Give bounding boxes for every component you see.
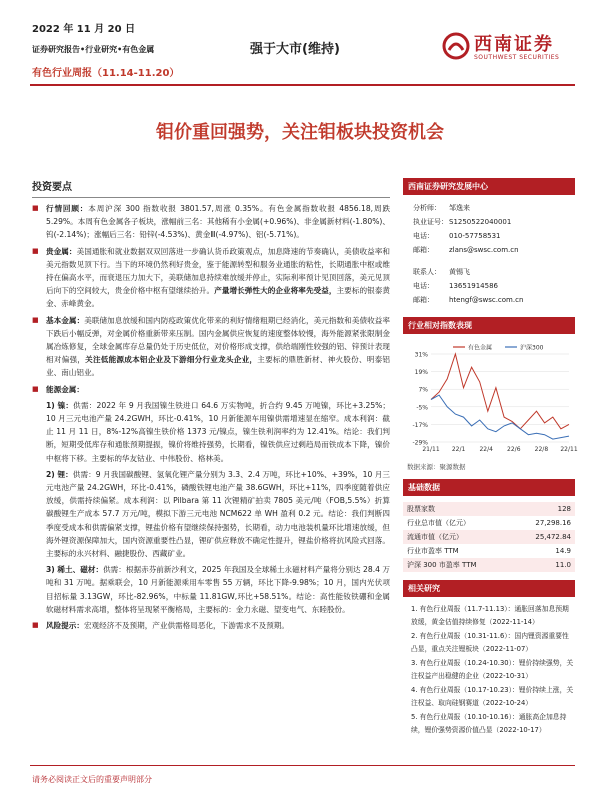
footer-divider (30, 765, 575, 766)
tel-label: 电话： (413, 232, 434, 240)
report-title: 钼价重回强势，关注钼板块投资机会 (156, 122, 444, 143)
industry-rating: 强于大市(维持) (250, 42, 340, 57)
market-text: 本周沪深 300 指数收报 3801.57,周涨 0.35%。有色金属指数收报 4856.18,周跌 5.29%。本周有色金属各子板块，涨幅前三名：其他稀有小金属(+0.96%)、非金属新材料(-1.80%)、钨(-2.14%)；涨幅后三名：铅锌(-4.53%)、黄金Ⅲ(-4.97%)、铝(-5.71%)。 (46, 204, 390, 240)
header-divider (30, 84, 575, 86)
row-label: 沪深 300 市盈率 TTM (403, 558, 513, 572)
legend-label: 沪深300 (520, 344, 544, 352)
row-value: 27,298.16 (535, 519, 571, 527)
analyst-info (403, 201, 575, 307)
energy-label: 能源金属： (46, 384, 84, 394)
analyst-cert: S1250522040001 (449, 218, 512, 226)
table-row (403, 516, 575, 530)
base-label: 基本金属： (46, 315, 85, 325)
risk-section (32, 619, 390, 632)
x-tick-label: 22/4 (479, 446, 493, 453)
base-text: 美联储加息放缓和国内防疫政策优化带来的利好情绪粗期已经消化，美元指数和美债收益率下跌后小幅反弹，对金属价格重新带来压制。国内金属供应恢复的速度整体较慢，海外能源紧张限制金属冶炼修复，全球金属库存总量仍处于历史低位，对价格形成支撑，供给端刚性较强的铝、锌预计表现相对偏强， (46, 315, 391, 365)
energy-nickel (32, 399, 390, 465)
analyst-role: 分析师： (413, 204, 441, 212)
series-line (431, 354, 569, 429)
gold-section (32, 245, 390, 311)
gold-tail: 主要标的银泰黄金、赤峰黄金。 (46, 286, 390, 309)
x-tick-label: 22/11 (560, 446, 578, 453)
related-heading: 相关研究 (403, 580, 575, 597)
rare-earth-text: 供需：根据赤芬前新沙利文，2025 年我国及全球稀土永磁材料产量将分别达 28.4 万吨和 31 万吨。据乘联会，10 月新能源乘用车零售 55 万辆，环比下降-9.98%；10 月，国内光伏项目招标量 3.13GW，环比-82.96%，中标量 11.81GW,环比+58.51%。结论：高性能钕铁硼和金属软磁材料需求高增，整体将呈现紧平衡格局，主要标的：金力永磁、望变电气、东睦股份。 (46, 565, 390, 614)
chart-heading: 行业相对指数表现 (403, 317, 575, 334)
table-row (403, 544, 575, 558)
contact-role: 联系人： (413, 268, 441, 276)
analyst-mail[interactable]: zlans@swsc.com.cn (449, 246, 519, 254)
relative-index-chart (403, 340, 578, 460)
contact-mail[interactable]: htengf@swsc.com.cn (449, 296, 524, 304)
logo-en: SOUTHWEST SECURITIES (474, 54, 560, 61)
energy-section (32, 383, 390, 396)
report-date: 2022 年 11 月 20 日 (32, 24, 136, 35)
gold-text: 美国通胀和就业数据双双回落进一步确认货币政策观点，加息降速的节奏确认，美债收益率和美元指数见顶下行。当下的环境仍然利好贵金，鉴于能源转型和服务业通胀的粘性，长期通胀中枢或维持在偏高水平，而衰退压力加大下，美联储加息持续难放缓并停止，实际利率预计见顶回落，美元见顶后向下的空间较大，贵金价格中枢有望继续抬升。 (46, 246, 391, 296)
y-tick-label: 31% (414, 351, 428, 359)
base-tail: 主要标的鼎胜新材、神火股份、明泰铝业、南山铝业。 (46, 355, 391, 378)
report-type: 证券研究报告•行业研究•有色金属 (32, 45, 155, 54)
footer-disclaimer: 请务必阅读正文后的重要声明部分 (32, 775, 152, 784)
contact-name: 黄锡飞 (449, 268, 470, 276)
contact-tel-label: 电话： (413, 282, 434, 290)
table-row (403, 558, 575, 572)
legend-label: 有色金属 (468, 344, 493, 352)
summary-divider (32, 197, 390, 198)
team-heading: 西南证券研究发展中心 (403, 178, 575, 195)
cert-label: 执业证号： (413, 218, 448, 226)
row-label: 流通市值（亿元） (403, 530, 513, 544)
basic-data-table (403, 502, 575, 572)
contact-mail-label: 邮箱： (413, 296, 434, 304)
logo-mark-icon (442, 32, 470, 60)
report-period: 有色行业周报（11.14-11.20） (32, 68, 180, 79)
mail-label: 邮箱： (413, 246, 434, 254)
row-value: 25,472.84 (513, 530, 575, 544)
risk-label: 风险提示： (46, 621, 84, 631)
contact-tel: 13651914586 (449, 282, 498, 290)
energy-lithium (32, 468, 390, 560)
related-item[interactable]: 5. 有色行业周报（10.10-10.16）：通胀高企加息持续，锂价强势资源价值凸显（2022-10-17） (411, 713, 567, 734)
base-metal-section (32, 314, 390, 380)
gold-bold: 产量增长弹性大的企业将率先受益， (214, 286, 337, 296)
table-row (403, 502, 575, 516)
risk-text: 宏观经济不及预期，产业供需格局恶化，下游需求不及预期。 (83, 621, 289, 631)
related-item[interactable]: 2. 有色行业周报（10.31-11.6）：国内锂资源重要性凸显，重点关注锂板块（2022-11-07） (411, 632, 569, 653)
lithium-text: 供需：9 月我国碳酸锂、氢氧化锂产量分别为 3.3、2.4 万吨，环比+10%、+39%，10 月三元电池产量 24.2GWH，环比-0.41%，磷酸铁锂电池产量 38.6GWH，环比+11%，四季度随着供应放缓，供需持续偏紧。成本利润：以 Pilbara 第 11 次锂精矿拍卖 7805 美元/吨（FOB,5.5%）折算碳酸锂生产成本 57.7 万元/吨，模拟下游三元电池 NCM622 单 WH 盈利 0.2 元。结论：我们判断四季度受成本和供需偏紧支撑，锂盐价格有望继续保持强势，长期看，动力电池装机量环比增速放缓，但海外锂资源保障加大，国内资源重要性凸显，锂矿供应释放不确定性提升，锂盐价格将抗风险式回落。主要标的永兴材料、融捷股份、西藏矿业。 (46, 469, 390, 559)
energy-rare-earth (32, 563, 390, 616)
x-tick-label: 22/6 (507, 446, 521, 453)
related-item[interactable]: 4. 有色行业周报（10.17-10.23）：锂价持续上涨，关注权益、取向硅钢赛道（2022-10-24） (411, 686, 574, 707)
analyst-name: 邹逸来 (449, 204, 470, 212)
y-tick-label: 19% (414, 369, 428, 377)
analyst-tel: 010-57758531 (449, 232, 501, 240)
summary-heading: 投资要点 (32, 182, 72, 193)
x-tick-label: 22/8 (534, 446, 549, 453)
row-label: 股票家数 (403, 502, 513, 516)
market-review (32, 202, 390, 242)
summary-column (32, 178, 390, 635)
row-label: 行业总市值（亿元） (407, 519, 470, 527)
related-item[interactable]: 3. 有色行业周报（10.24-10.30）：锂价持续强势，关注权益产出稳健的企业（2022-10-31） (411, 659, 574, 680)
chart-svg (403, 340, 578, 460)
row-value: 128 (513, 502, 575, 516)
x-tick-label: 22/1 (451, 446, 466, 453)
related-item[interactable]: 1. 有色行业周报（11.7-11.13）：通胀回落加息预期放缓，黄金估值持续修复（2022-11-14） (411, 605, 569, 626)
row-value: 14.9 (555, 547, 571, 555)
gold-label: 贵金属： (46, 246, 77, 256)
y-tick-label: -29% (412, 439, 428, 447)
nickel-text: 供需：2022 年 9 月我国镍生铁进口 64.6 万实物吨，折合约 9.45 万吨镍，环比+3.25%；10 月三元电池产量 24.2GWH，环比-0.41%，10 月新能源车用镍供需增速显在缩窄。成本利润：截止 11 月 11 日，8%-12%高镍生铁价格 1373 元/镍点，镍生铁利润率约为 12.41%。结论：我们判断，短期受低库存和通胀预期提振，镍价将维持强势，长期看，镍铁供应过剩趋局而铁成本下降，镍价中枢将下移。主要标的华友钴业、中伟股份、格林美。 (46, 400, 390, 463)
x-tick-label: 21/11 (422, 446, 440, 453)
y-tick-label: -17% (412, 421, 428, 429)
rare-earth-label: 3) 稀土、磁材： (46, 565, 104, 575)
sidebar-column (403, 178, 578, 738)
lithium-label: 2) 锂： (46, 469, 73, 479)
y-tick-label: -5% (416, 404, 428, 412)
company-logo (442, 30, 582, 70)
nickel-label: 1) 镍： (46, 400, 74, 410)
row-label: 行业市盈率 TTM (407, 547, 459, 555)
basic-heading: 基础数据 (403, 479, 575, 496)
chart-source: 数据来源：聚源数据 (407, 463, 466, 471)
market-label: 行情回顾： (46, 204, 89, 213)
base-bold: 关注低能源成本铝企业及下游细分行业龙头企业， (85, 355, 258, 365)
y-tick-label: 7% (418, 386, 428, 394)
table-row (403, 530, 575, 544)
row-value: 11.0 (513, 558, 575, 572)
logo-cn: 西南证券 (474, 34, 554, 55)
